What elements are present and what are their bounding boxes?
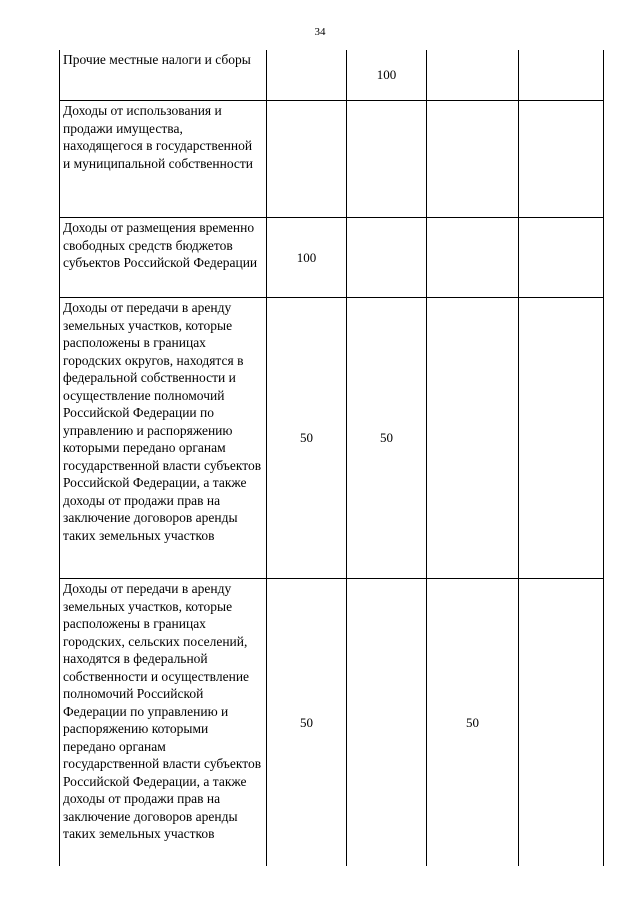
value-cell xyxy=(519,579,604,867)
value-cell xyxy=(427,50,519,101)
value-cell xyxy=(427,218,519,298)
value-cell xyxy=(347,579,427,867)
value-cell: 50 xyxy=(347,298,427,579)
value-cell xyxy=(427,298,519,579)
revenue-distribution-table xyxy=(59,50,604,866)
value-cell: 50 xyxy=(267,298,347,579)
revenue-description-cell: Доходы от передачи в аренду земельных участков, которые расположены в границах городских, сельских поселений, находятся в федеральной собственности и осуществление полномочий Российской Федерации по управлению и распоряжению которыми передано органам государственной власти субъектов Российской Федерации, а также доходы от продажи прав на заключение договоров аренды таких земельных участков xyxy=(60,579,267,867)
value-cell xyxy=(347,218,427,298)
revenue-description-cell: Доходы от использования и продажи имущества, находящегося в государственной и муниципальной собственности xyxy=(60,101,267,218)
value-cell xyxy=(519,50,604,101)
revenue-description-cell: Доходы от размещения временно свободных средств бюджетов субъектов Российской Федерации xyxy=(60,218,267,298)
value-cell xyxy=(519,298,604,579)
value-cell xyxy=(519,101,604,218)
table-row xyxy=(60,579,604,867)
value-cell: 100 xyxy=(347,50,427,101)
value-cell: 100 xyxy=(267,218,347,298)
value-cell xyxy=(519,218,604,298)
value-cell xyxy=(267,50,347,101)
table-row xyxy=(60,218,604,298)
page-number: 34 xyxy=(314,26,326,38)
table-row xyxy=(60,50,604,101)
value-cell xyxy=(347,101,427,218)
revenue-description-cell: Доходы от передачи в аренду земельных участков, которые расположены в границах городских округов, находятся в федеральной собственности и осуществление полномочий Российской Федерации по управлению и распоряжению которыми передано органам государственной власти субъектов Российской Федерации, а также доходы от продажи прав на заключение договоров аренды таких земельных участков xyxy=(60,298,267,579)
revenue-description-cell: Прочие местные налоги и сборы xyxy=(60,50,267,101)
table-row xyxy=(60,298,604,579)
table-row xyxy=(60,101,604,218)
value-cell xyxy=(427,101,519,218)
value-cell: 50 xyxy=(427,579,519,867)
value-cell xyxy=(267,101,347,218)
value-cell: 50 xyxy=(267,579,347,867)
